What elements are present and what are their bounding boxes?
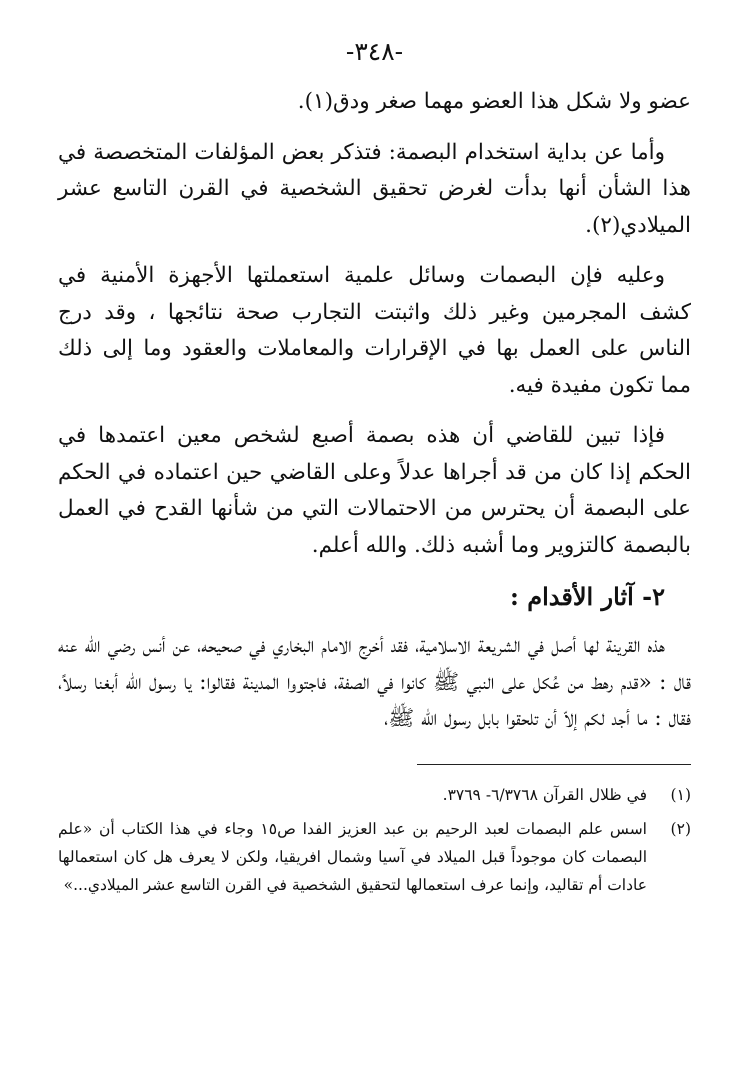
- paragraph-2: وأما عن بداية استخدام البصمة: فتذكر بعض المؤلفات المتخصصة في هذا الشأن أنها بدأت لغرض تحقيق الشخصية في القرن التاسع عشر الميلادي(٢).: [58, 139, 691, 238]
- footnote-marker: (١): [670, 785, 691, 804]
- footnote-marker: (٢): [670, 819, 691, 838]
- footnote-text: اسس علم البصمات لعبد الرحيم بن عبد العزيز الفدا ص١٥ وجاء في هذا الكتاب أن «علم البصمات كان موجوداً قبل الميلاد في آسيا وشمال افريقيا، ولكن لا يعرف هل كان استعمالها عادات أم تقاليد، وإنما عرف استعمالها لتحقيق الشخصية في القرن التاسع عشر الميلادي...»: [58, 819, 647, 894]
- paragraph-4: فإذا تبين للقاضي أن هذه بصمة أصبع لشخص معين اعتمدها في الحكم إذا كان من قد أجراها عدلاً وعلى القاضي حين اعتماده في الحكم على البصمة أن يحترس من الاحتمالات التي من شأنها القدح في العمل بالبصمة كالتزوير وما أشبه ذلك. والله أعلم.: [58, 423, 691, 558]
- section-heading: ٢- آثار الأقدام :: [510, 582, 665, 611]
- footnotes: [58, 781, 691, 899]
- footnote-1: [58, 781, 691, 809]
- paragraph-3: وعليه فإن البصمات وسائل علمية استعملتها الأجهزة الأمنية في كشف المجرمين وغير ذلك واثبتت التجارب صحة نتائجها ، وقد درج الناس على العمل بها في الإقرارات والمعاملات والعقود وما إلى ذلك مما تكون مفيدة فيه.: [58, 263, 691, 398]
- footnote-2: [58, 815, 691, 899]
- page-number: -٣٤٨-: [345, 37, 404, 66]
- footnote-divider: [417, 764, 691, 765]
- footnote-text: في ظلال القرآن ٦/٣٧٦٨- ٣٧٦٩.: [442, 785, 647, 804]
- section-paragraph: هذه القرينة لها أصل في الشريعة الاسلامية، فقد أخرج الامام البخاري في صحيحه، عن أنس رضي الله عنه قال : «قدم رهط من عُكل على النبي ﷺ كانوا في الصفة، فاجتووا المدينة فقالوا: يا رسول الله أبغنا رسلاً، فقال : ما أجد لكم إلاّ أن تلحقوا بابل رسول الله ﷺ،: [58, 633, 691, 731]
- paragraph-1: عضو ولا شكل هذا العضو مهما صغر ودق(١).: [297, 89, 691, 114]
